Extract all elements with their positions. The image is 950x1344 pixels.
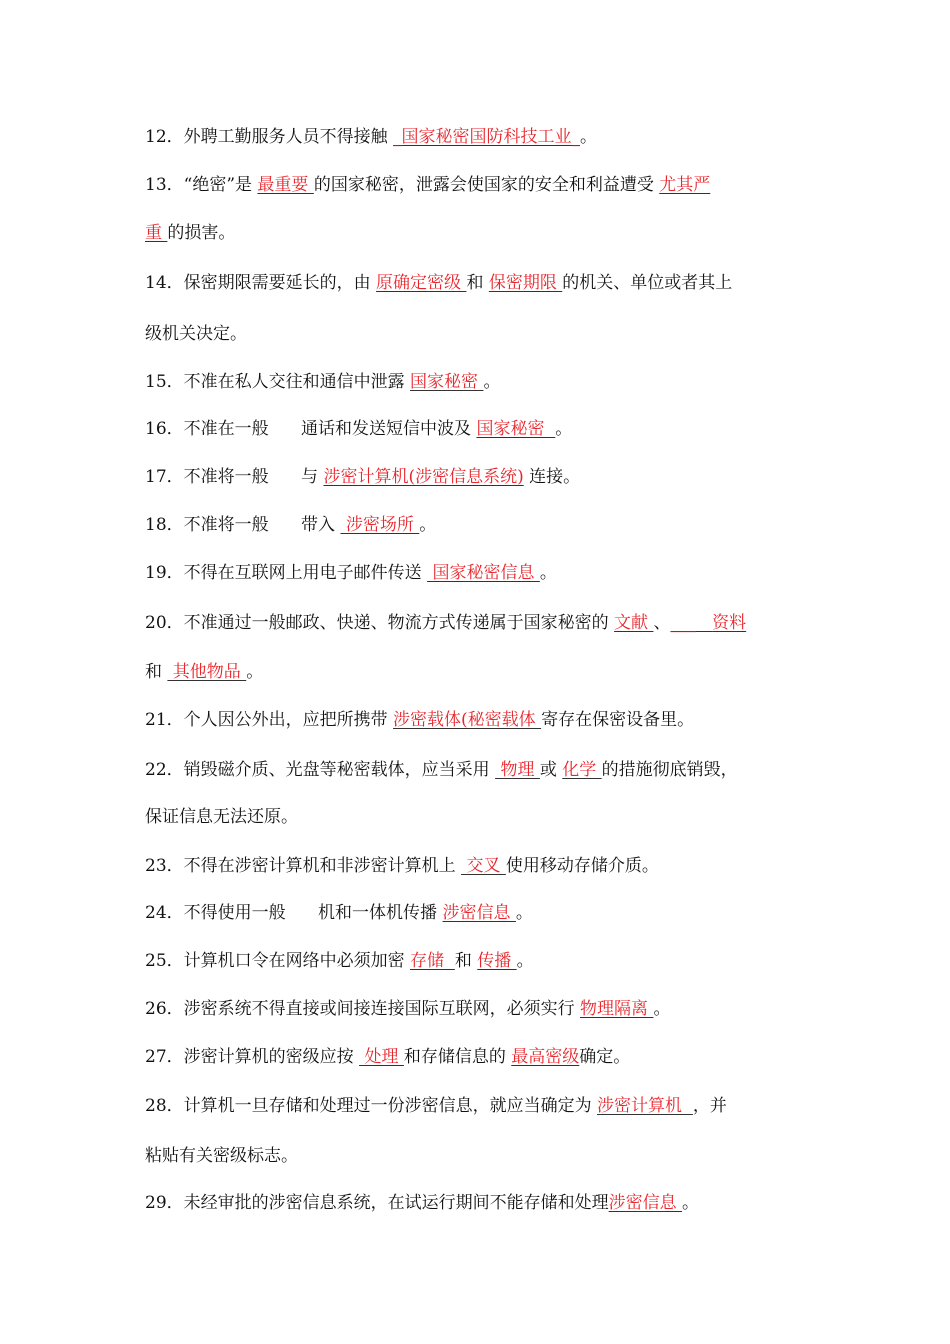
answer-blank: 物理 [495, 760, 540, 780]
question-text: 22．销毁磁介质、光盘等秘密载体，应当采用 [145, 760, 496, 780]
item-20-line-1 [145, 611, 746, 635]
answer-blank: 最高密级 [511, 1047, 580, 1067]
question-text: 的机关、单位或者其上 [562, 273, 733, 293]
answer-blank: 物理隔离 [580, 999, 654, 1019]
item-28-line-1 [145, 1094, 727, 1118]
question-text: 15．不准在私人交往和通信中泄露 [145, 372, 411, 392]
question-text: 。 [539, 563, 557, 583]
question-text: 19．不得在互联网上用电子邮件传送 [145, 563, 428, 583]
item-13-line-2 [145, 221, 235, 245]
question-text: 使用移动存储介质。 [505, 856, 659, 876]
question-text: 。 [516, 951, 534, 971]
item-13-line-1 [145, 173, 710, 197]
answer-blank: 资料 [712, 613, 747, 633]
item-14-line-1 [145, 271, 732, 295]
question-text: 16．不准在一般 通话和发送短信中波及 [145, 419, 477, 439]
question-text: 级机关决定。 [145, 324, 247, 344]
answer-blank: 涉密计算机 [597, 1096, 693, 1116]
answer-blank: 国家秘密信息 [427, 563, 540, 583]
answer-blank: 文献 [614, 613, 654, 633]
answer-blank: 化学 [562, 760, 602, 780]
question-text: 。 [515, 903, 533, 923]
question-text: 13．“绝密”是 [145, 175, 258, 195]
question-text: 。 [682, 1193, 700, 1213]
question-text: 的措施彻底销毁， [601, 760, 738, 780]
answer-blank: 国家秘密 [476, 419, 556, 439]
answer-blank: _国家秘密国防科技工业_ [393, 127, 581, 147]
question-text: 寄存在保密设备里。 [541, 710, 695, 730]
item-26-line-1 [145, 997, 670, 1021]
question-text: 粘贴有关密级标志。 [145, 1146, 298, 1166]
question-text: 18．不准将一般 带入 [145, 515, 341, 535]
answer-blank: 国家秘密 [410, 372, 484, 392]
question-text: 。 [246, 662, 264, 682]
answer-blank: 交叉 [461, 856, 506, 876]
question-text: 29．未经审批的涉密信息系统，在试运行期间不能存储和处理 [145, 1193, 609, 1213]
item-16-line-1 [145, 417, 572, 441]
item-22-line-1 [145, 758, 738, 782]
answer-blank: 尤其严 [659, 175, 711, 195]
item-22-line-2 [145, 805, 298, 829]
answer-blank: 保密期限 [488, 273, 563, 293]
question-text: 。 [419, 515, 437, 535]
item-14-line-2 [145, 322, 247, 346]
question-text: 的损害。 [167, 223, 236, 243]
item-15-line-1 [145, 370, 500, 394]
question-text: 确定。 [579, 1047, 631, 1067]
question-text: 21．个人因公外出，应把所携带 [145, 710, 394, 730]
item-17-line-1 [145, 465, 580, 489]
answer-blank: 最重要 [257, 175, 314, 195]
question-text: ，并 [692, 1096, 727, 1116]
item-12-line-1 [145, 125, 597, 149]
question-text: 。 [580, 127, 598, 147]
question-text: 。 [653, 999, 671, 1019]
item-18-line-1 [145, 513, 436, 537]
item-19-line-1 [145, 561, 557, 585]
item-28-line-2 [145, 1144, 298, 1168]
question-text: 连接。 [523, 467, 581, 487]
question-text: 12．外聘工勤服务人员不得接触 [145, 127, 394, 147]
question-text: 和 [145, 662, 168, 682]
question-text: 26．涉密系统不得直接或间接连接国际互联网，必须实行 [145, 999, 581, 1019]
question-text: 或 [539, 760, 563, 780]
item-23-line-1 [145, 854, 659, 878]
question-text: 。 [555, 419, 573, 439]
question-text: 25．计算机口令在网络中必须加密 [145, 951, 411, 971]
answer-blank: ___ [670, 613, 713, 633]
question-text: 23．不得在涉密计算机和非涉密计算机上 [145, 856, 462, 876]
item-27-line-1 [145, 1045, 630, 1069]
question-text: 24．不得使用一般 机和一体机传播 [145, 903, 443, 923]
item-21-line-1 [145, 708, 694, 732]
answer-blank: 其他物品 [167, 662, 247, 682]
question-text: 17．不准将一般 与 [145, 467, 324, 487]
question-text: 14．保密期限需要延长的，由 [145, 273, 377, 293]
answer-blank: 重 [145, 223, 168, 243]
question-text: 27．涉密计算机的密级应按 [145, 1047, 360, 1067]
item-24-line-1 [145, 901, 533, 925]
question-text: 。 [483, 372, 501, 392]
answer-blank: 涉密信息 [608, 1193, 683, 1213]
question-text: 、 [653, 613, 671, 633]
item-29-line-1 [145, 1191, 699, 1215]
question-text: 20．不准通过一般邮政、快递、物流方式传递属于国家秘密的 [145, 613, 615, 633]
question-text: 和存储信息的 [403, 1047, 512, 1067]
answer-blank: 处理 [359, 1047, 404, 1067]
answer-blank: 原确定密级 [376, 273, 467, 293]
question-text: 和 [454, 951, 478, 971]
answer-blank: 涉密信息 [442, 903, 516, 923]
question-text: 28．计算机一旦存储和处理过一份涉密信息，就应当确定为 [145, 1096, 598, 1116]
answer-blank: 传播 [477, 951, 517, 971]
item-25-line-1 [145, 949, 534, 973]
question-text: 保证信息无法还原。 [145, 807, 298, 827]
item-20-line-2 [145, 660, 263, 684]
question-text: 的国家秘密，泄露会使国家的安全和利益遭受 [313, 175, 660, 195]
answer-blank: 存储 [410, 951, 455, 971]
answer-blank: 涉密计算机(涉密信息系统) [323, 467, 524, 487]
answer-blank: 涉密场所 [340, 515, 420, 535]
question-text: 和 [466, 273, 489, 293]
answer-blank: 涉密载体(秘密载体 [393, 710, 542, 730]
